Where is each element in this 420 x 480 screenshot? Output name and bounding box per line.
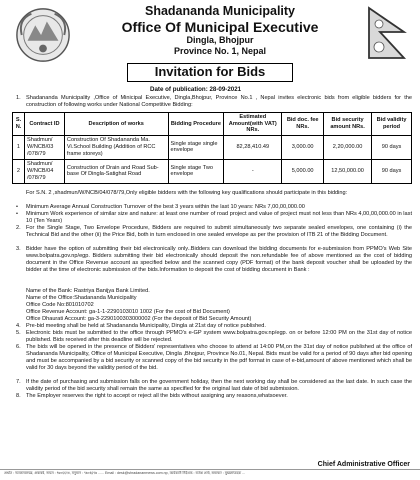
col-header: Estimated Amount(with VAT) NRs. [224,113,282,136]
table-cell: Shadmun/ W/NCB/04 /078/79 [24,159,64,183]
location-line: Dingla, Bhojpur [186,35,254,45]
bullet-icon: • [16,211,18,217]
paragraph-text: The Employer reserves the right to accept or reject all the bids without assigning any reasons,whatsoever. [26,393,288,399]
intro-number: 1. [16,95,21,101]
col-header: Bid doc. fee NRs. [282,113,324,136]
paragraph-text: Electronic bids must be submitted to the office through PPMO's e-GP system www.bolpatra.gov.np/egp. on or before 12:00 PM on the 31st day of notice published. Bids received after this deadline will be rejected. [26,330,412,343]
paragraph-text: For S.N. 2 ,shadmun/W/NCB/04/078/79,Only eligible bidders with the following key qualifications should participate in this bidding: [26,190,348,196]
paragraph-number: 3. [16,246,21,252]
signature-title: Chief Administrative Officer [317,461,410,468]
paragraph-text: Pre-bid meeting shall be held at Shadananda Municipality, Dingla at 21st day of notice published. [26,323,266,329]
bank-name: Name of the Bank: Rastriya Banijya Bank Limited. [26,288,150,294]
table-cell: 2 [13,159,25,183]
dhaurati-account: Office Dhaurati Account: ga-3-2290100303000002 (For the deposit of Bid Security Amount) [26,316,252,322]
table-cell: Single stage Two envelope [168,159,224,183]
col-header: Bidding Procedure [168,113,224,136]
col-header: Bid validity period [372,113,412,136]
col-header: S. N. [13,113,25,136]
office-name: Office Of Municipal Executive [121,19,319,35]
publication-date: Date of publication: 28-09-2021 [150,86,242,93]
col-header: Description of works [64,113,168,136]
paragraph-number: 4. [16,323,21,329]
table-cell: 5,000.00 [282,159,324,183]
table-row [13,159,412,183]
bullet-icon: • [16,204,18,210]
paragraph-number: 5. [16,330,21,336]
col-header: Bid security amount NRs. [324,113,372,136]
paragraph-text: If the date of purchasing and submission falls on the government holiday, then the next working day shall be considered as the last date. In such case the validity period of the bid security shall remain the same as specified for the original last date of bid submission. [26,379,412,392]
office-code: Office Code No:801010702 [26,302,94,308]
office-name-line: Name of the Office:Shadananda Municipality [26,295,137,301]
table-header-row [13,113,412,136]
table-cell: 2,20,000.00 [324,135,372,159]
table-cell: - [224,159,282,183]
col-header: Contract ID [24,113,64,136]
table-cell: Shadmun/ W/NCB/03 /078/79 [24,135,64,159]
table-cell: Single stage single envelope [168,135,224,159]
table-cell: 3,000.00 [282,135,324,159]
paragraph-number: 2. [16,225,21,231]
paragraph-number: 6. [16,344,21,350]
footer-text: अर्थात : नटवरलालपद्य, अबाबबे, नायल : ९७०६६१४, मनुमान : ९७०६६९७ ...... Email : desk@shradananrnews.com.np, कार्यकारी निर्देशक : राजेश शर्मा, समाचार : मुख्यसंपादक ... [4,471,246,475]
table-cell: 90 days [372,159,412,183]
table-cell: 82,28,410.49 [224,135,282,159]
bid-table [12,112,412,184]
table-cell: Construction Of Shadananda Ma. Vi.School Building (Addition of RCC frame storeys) [64,135,168,159]
paragraph-number: 8. [16,393,21,399]
paragraph-text: Bidder have the option of submitting their bid electronically only..Bidders can download the bidding documents for e-submission from PPMO's Web Site www.bolpatra.gov.np/egp. Bidders submitting their bid electronically should deposit the non.refundable fee of above mentioned as the cost of bidding document in the Office Revenue account as specified below and the scanned copy (PDF format) of the bank deposit voucher shall be uploaded by the bidder at the time of electronic submission of the bids.Information to deposit the cost of bidding document in Bank : [26,246,412,273]
revenue-account: Office Revenue Account: ga-1-1-2290103010 1002 (For the cost of Bid Document) [26,309,230,315]
nepal-emblem-icon [14,6,72,64]
paragraph-text: The bids will be opened in the presence of Bidders' representatives who choose to attend at 14:00 PM,on the 31st day of notice published at the office of Shadananda Municipality, Office of Municipal Executive, Dingla ,Bhojpur, Province No.01, Nepal. Bids must be valid for a period of 90 days after bid opening and must be accompanied by a bid security or scanned copy of the bid security in the pdf format in case of e-bid,amount of above mentioned which shall be valid for 30 days beyond the validity period of the bid. [26,344,412,371]
intro-text: Shadananda Municipality ,Office of Minicipal Executive, Dingla,Bhojpur, Province No.1 , Nepal invites electronic bids from eligible bidders for the construction of following works under National Competitive Bidding: [26,95,412,108]
paragraph-number: 7. [16,379,21,385]
header-block [80,4,360,57]
table-row [13,135,412,159]
table-cell: 12,50,000.00 [324,159,372,183]
paragraph-text: Minimum Average Annual Construction Turnover of the best 3 years within the last 10 years: NRs 7,00,00,000.00 [26,204,305,210]
municipality-name: Shadananda Municipality [144,4,296,18]
paragraph-text: Minimum Work experience of similar size and nature: at least one number of road project and value of project must not less than NRs 4,00,00,000.00 in last 10 (Ten Years) [26,211,412,224]
table-cell: Construction of Drain and Road Sub-base Of Dingla-Satighat Road [64,159,168,183]
table-cell: 1 [13,135,25,159]
footer-divider [0,469,420,470]
invitation-banner: Invitation for Bids [127,63,293,82]
province-line: Province No. 1, Nepal [173,46,267,56]
nepal-flag-icon [366,6,408,60]
table-cell: 90 days [372,135,412,159]
paragraph-text: For the Single Stage, Two Envelope Procedure, Bidders are required to submit simultaneously two separate sealed envelopes, one containing (i) the Technical Bid and the other (ii) the Price Bid, both in turn enclosed in one sealed envelope as per the provision of ITB 21 of the Bidding Document. [26,225,412,238]
